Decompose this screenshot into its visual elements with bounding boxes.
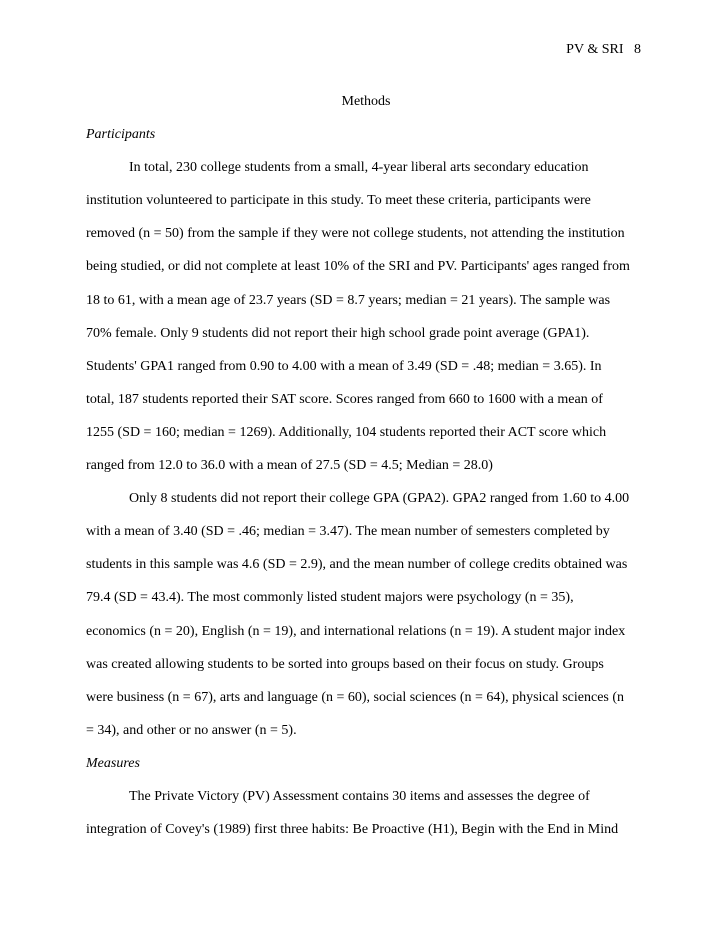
measures-heading: Measures <box>86 755 140 771</box>
document-body <box>86 85 646 846</box>
text-line: In total, 230 college students from a small, 4-year liberal arts secondary education <box>129 160 589 176</box>
text-line: total, 187 students reported their SAT score. Scores ranged from 660 to 1600 with a mean of <box>86 391 603 407</box>
text-line: integration of Covey's (1989) first three habits: Be Proactive (H1), Begin with the End in Mind <box>86 822 619 838</box>
text-line: was created allowing students to be sorted into groups based on their focus on study. Groups <box>86 656 604 672</box>
text-line: The Private Victory (PV) Assessment contains 30 items and assesses the degree of <box>129 788 590 804</box>
text-line: 18 to 61, with a mean age of 23.7 years (SD = 8.7 years; median = 21 years). The sample was <box>86 292 611 308</box>
text-line: institution volunteered to participate in this study. To meet these criteria, participants were <box>86 193 591 209</box>
measures-paragraph-1 <box>86 780 646 846</box>
section-title: Methods <box>341 94 391 109</box>
running-head: PV & SRI 8 <box>566 42 641 57</box>
text-line: Only 8 students did not report their college GPA (GPA2). GPA2 ranged from 1.60 to 4.00 <box>129 491 630 507</box>
text-line: removed (n = 50) from the sample if they were not college students, not attending the institution <box>86 226 625 242</box>
participants-paragraph-2 <box>86 482 646 747</box>
text-line: with a mean of 3.40 (SD = .46; median = 3.47). The mean number of semesters completed by <box>86 524 610 540</box>
text-line: economics (n = 20), English (n = 19), and international relations (n = 19). A student major index <box>86 623 626 639</box>
text-line: 1255 (SD = 160; median = 1269). Additionally, 104 students reported their ACT score which <box>86 424 607 440</box>
text-line: 70% female. Only 9 students did not report their high school grade point average (GPA1). <box>86 325 590 341</box>
text-line: students in this sample was 4.6 (SD = 2.9), and the mean number of college credits obtained was <box>86 557 628 573</box>
text-line: = 34), and other or no answer (n = 5). <box>86 722 297 738</box>
participants-paragraph-1 <box>86 151 646 482</box>
text-line: ranged from 12.0 to 36.0 with a mean of 27.5 (SD = 4.5; Median = 28.0) <box>86 458 493 474</box>
text-line: 79.4 (SD = 43.4). The most commonly listed student majors were psychology (n = 35), <box>86 590 574 606</box>
text-line: were business (n = 67), arts and language (n = 60), social sciences (n = 64), physical sciences (n <box>86 689 625 705</box>
text-line: being studied, or did not complete at least 10% of the SRI and PV. Participants' ages ranged from <box>86 259 630 275</box>
participants-heading: Participants <box>86 127 156 143</box>
text-line: Students' GPA1 ranged from 0.90 to 4.00 with a mean of 3.49 (SD = .48; median = 3.65). In <box>86 358 602 374</box>
